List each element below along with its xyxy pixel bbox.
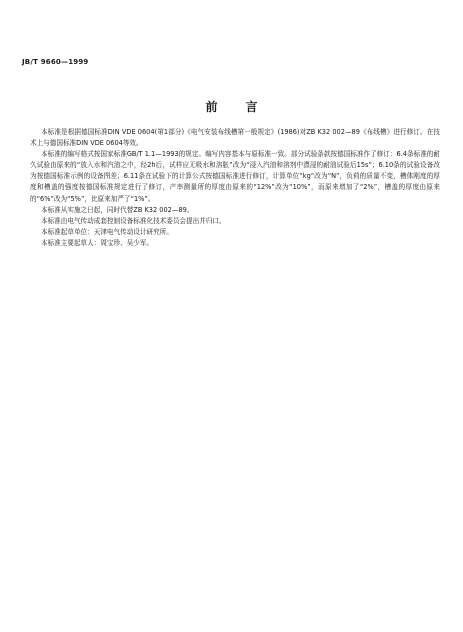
- paragraph-changes: 本标准的编写格式按国家标准GB/T 1.1—1993的规定。编写内容基本与原标准一致。部分试验条款按德国标准作了修订：6.4条标准的耐久试验由原来的“放入水和汽油之中，经2h后，试样应无吸水和溶胀”改为“浸入汽油和溶剂中漂浸的耐油试验后15s”；6.10条的试验设备改为按德国标准示例的设备图差；6.11条在试验下的计算公式按德国标准进行修订，计算单位“kg”改为“N”，负荷的质量不变，槽体刚度的厚度和槽盖的强度按德国标准规定进行了修订，产率测量所的厚度由原来的“12%”改为“10%”，而原来增加了“2%”，槽盖的厚度由原来的“6%”改为“5%”，比原来加严了“1%”。: [30, 150, 440, 203]
- paragraph-replaces: 本标准从实施之日起，同时代替ZB K32 002—89。: [41, 205, 194, 214]
- paragraph-drafters: 本标准主要起草人：周宝珍、吴少军。: [41, 238, 154, 247]
- page-title: 前言: [205, 100, 286, 114]
- paragraph-drafting-unit: 本标准起草单位：天津电气传动设计研究所。: [41, 227, 173, 236]
- paragraph-scope: 本标准是根据德国标准DIN VDE 0604(第1部分)《电气安装布线槽第一般规定》(1986)对ZB K32 002—89《布线槽》进行修订。在技术上与德国标准DIN VDE 0604等效。: [30, 128, 440, 148]
- foreword-body: [30, 127, 440, 249]
- paragraph-proposer: 本标准由电气传动成套控制设备标准化技术委员会提出并归口。: [41, 216, 226, 225]
- standard-number: JB/T 9660—1999: [22, 58, 89, 66]
